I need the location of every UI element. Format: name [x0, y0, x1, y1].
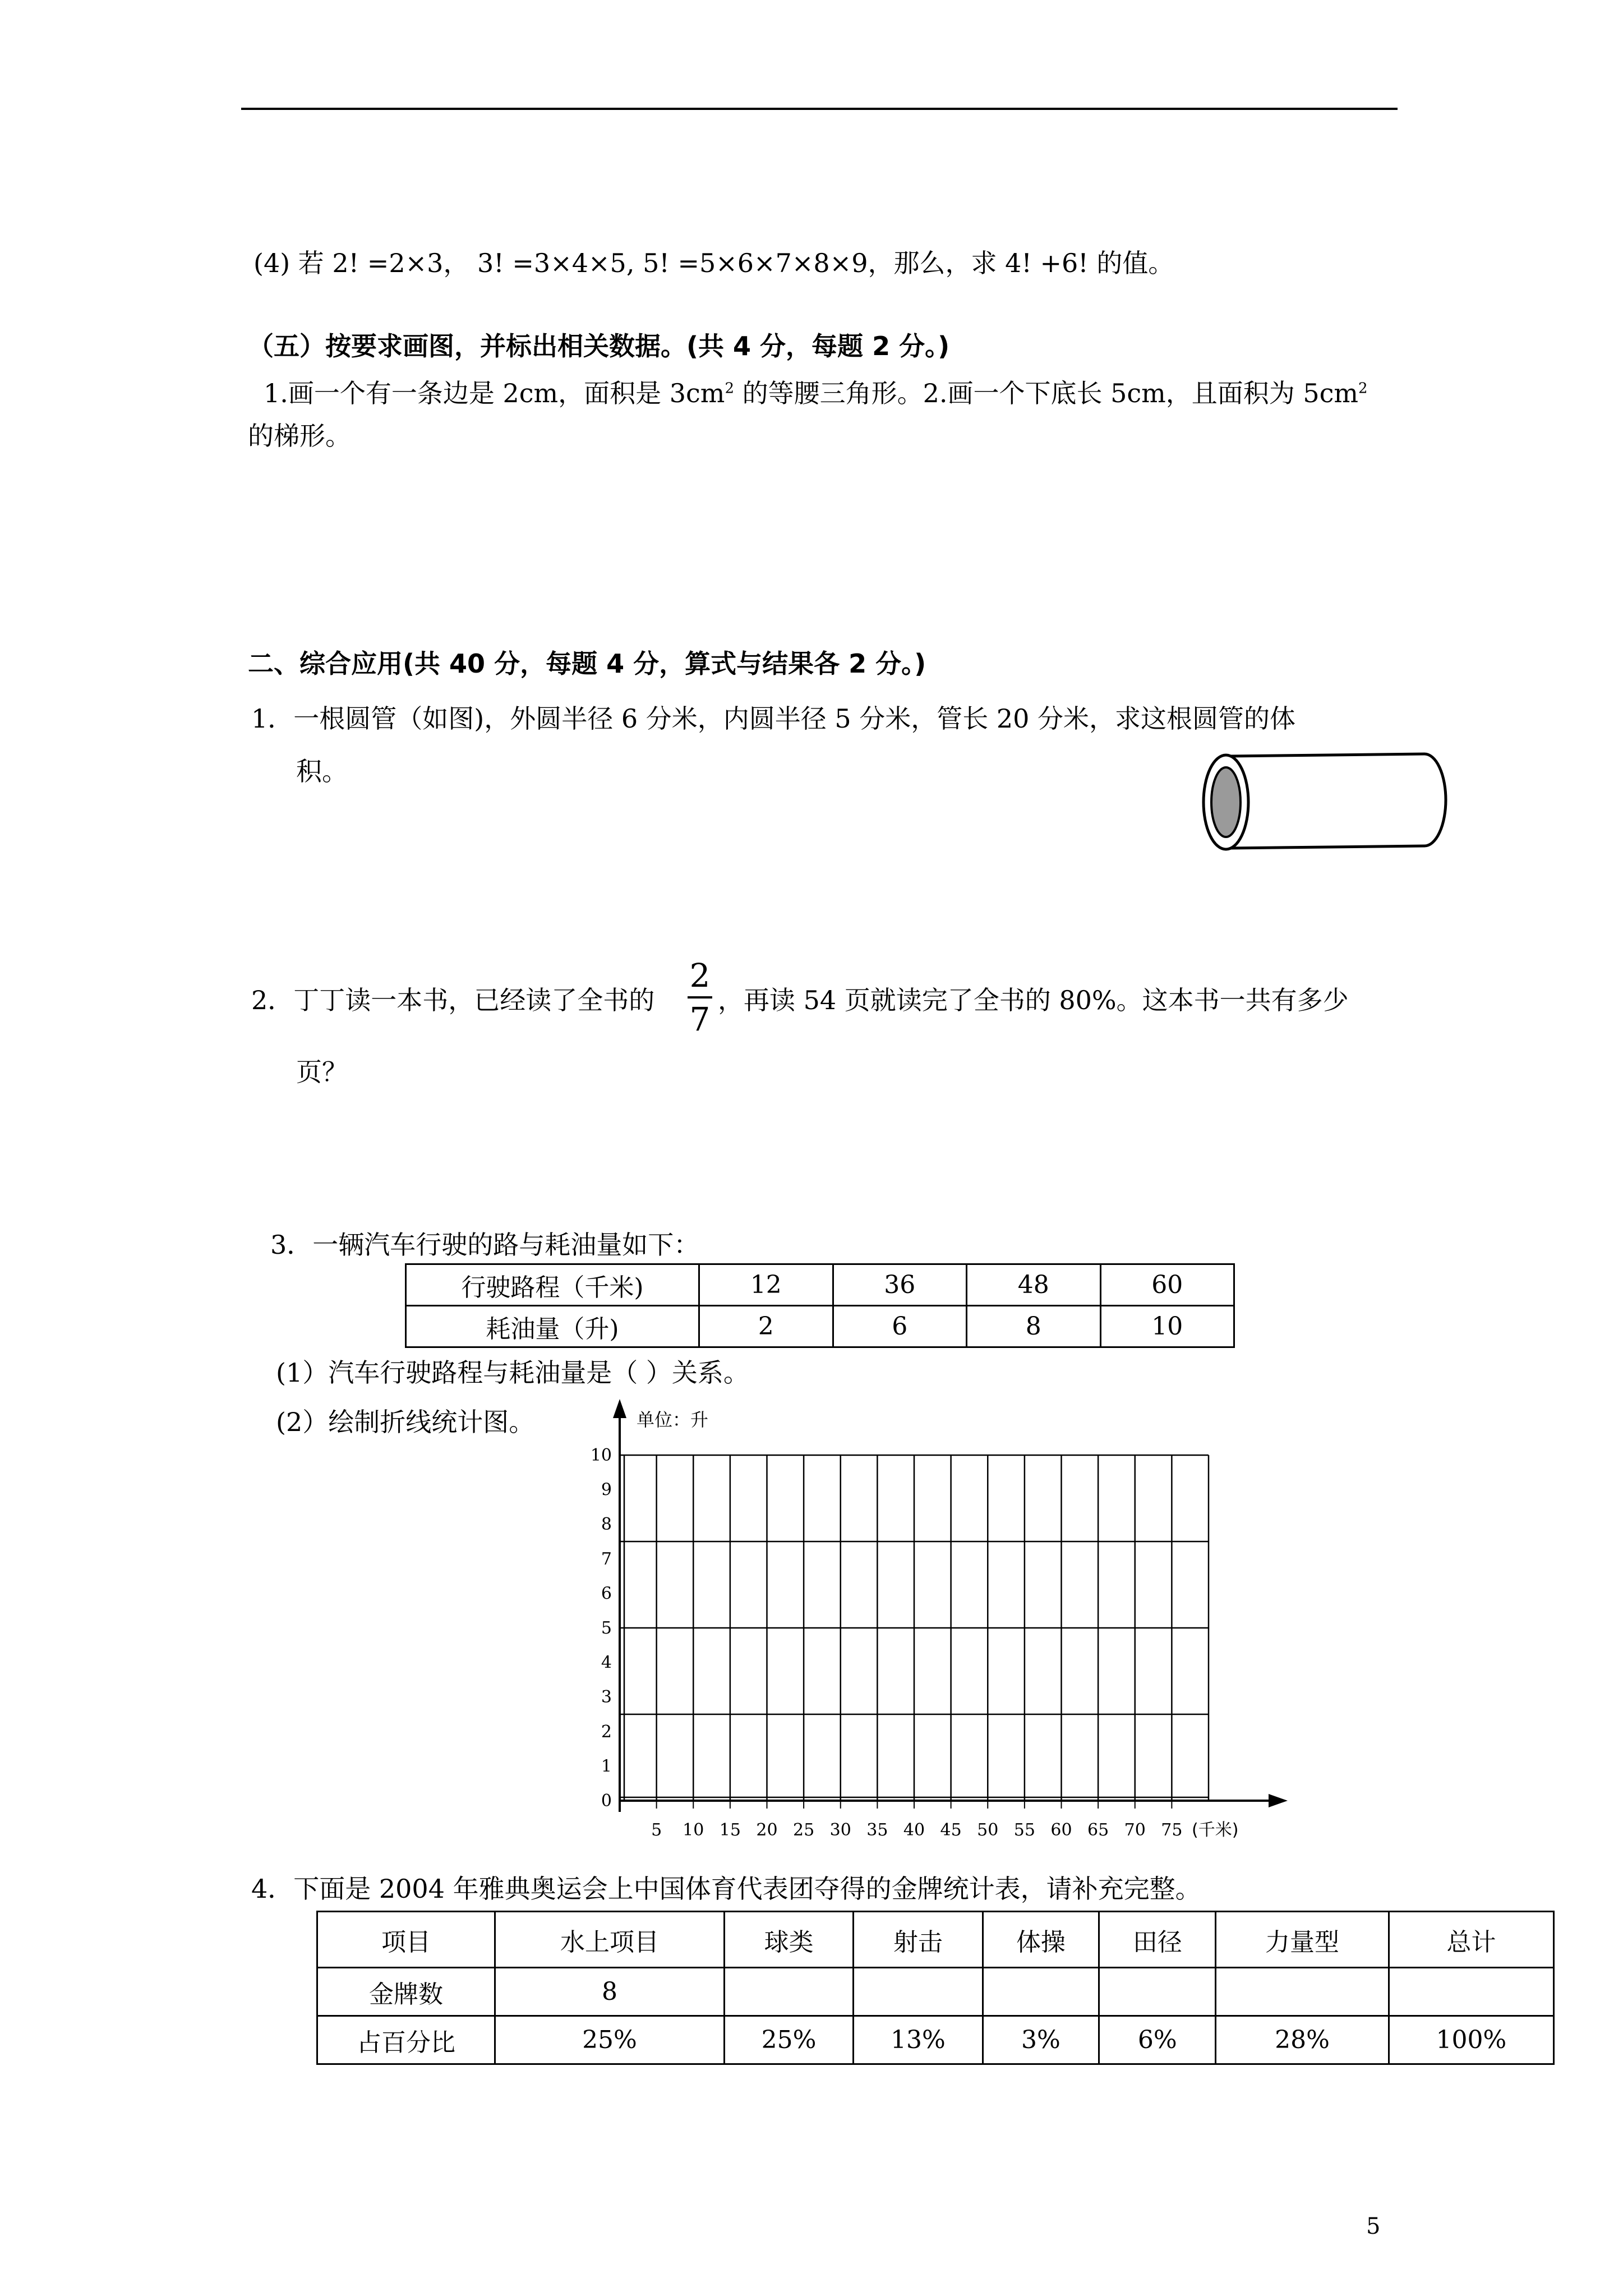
header-rule [241, 108, 1398, 110]
fuel-line-chart-grid [555, 1391, 1318, 1840]
table-cell: 力量型 [1216, 1912, 1389, 1968]
problem-3-title: 3．一辆汽车行驶的路与耗油量如下： [270, 1230, 700, 1260]
table-cell [1389, 1968, 1553, 2016]
problem-3-question-1: (1）汽车行驶路程与耗油量是（ ）关系。 [276, 1358, 749, 1388]
x-tick-label: 35 [866, 1820, 888, 1840]
x-tick-label: 15 [719, 1820, 741, 1840]
table-cell: 体操 [983, 1912, 1099, 1968]
table-cell [983, 1968, 1099, 2016]
fraction-denominator: 7 [689, 1000, 711, 1038]
y-tick-label: 1 [601, 1756, 612, 1777]
table-cell: 36 [833, 1264, 967, 1306]
x-tick-label: 65 [1087, 1820, 1109, 1840]
x-tick-label: 10 [683, 1820, 704, 1840]
x-tick-label: 30 [829, 1820, 851, 1840]
y-tick-label: 4 [601, 1653, 612, 1673]
problem-2-line-2: 页？ [296, 1057, 348, 1087]
fraction-numerator: 2 [689, 956, 711, 995]
y-tick-label: 3 [601, 1687, 612, 1708]
table-cell: 60 [1100, 1264, 1234, 1306]
x-tick-label: 60 [1050, 1820, 1072, 1840]
table-cell: 田径 [1099, 1912, 1216, 1968]
drawing-task-text-a: 1.画一个有一条边是 2cm，面积是 3cm [264, 378, 725, 408]
superscript: 2 [1358, 380, 1368, 397]
table-cell: 25% [495, 2016, 725, 2064]
table-cell: 25% [724, 2016, 853, 2064]
table-cell: 金牌数 [317, 1968, 495, 2016]
problem-1-line-1: 1．一根圆管（如图)，外圆半径 6 分米，内圆半径 5 分米，管长 20 分米，求这根圆管的体 [251, 703, 1296, 734]
x-tick-label: 55 [1013, 1820, 1035, 1840]
table-cell: 总计 [1389, 1912, 1553, 1968]
y-tick-label: 5 [601, 1618, 612, 1638]
y-tick-label: 2 [601, 1722, 612, 1742]
table-cell: 3% [983, 2016, 1099, 2064]
x-tick-label: 5 [651, 1820, 662, 1840]
pipe-body [1228, 754, 1446, 848]
x-tick-label: 50 [977, 1820, 999, 1840]
x-tick-label: 25 [793, 1820, 815, 1840]
question-4-factorial: (4) 若 2! =2×3， 3! =3×4×5, 5! =5×6×7×8×9，那么，求 4! +6! 的值。 [253, 248, 1174, 278]
fraction-two-sevenths [688, 956, 712, 1038]
table-cell: 6% [1099, 2016, 1216, 2064]
table-cell: 28% [1216, 2016, 1389, 2064]
table-cell [1216, 1968, 1389, 2016]
table-row [317, 2016, 1554, 2064]
table-cell: 13% [854, 2016, 983, 2064]
page-number: 5 [1366, 2214, 1381, 2239]
y-axis-arrow [613, 1399, 626, 1418]
table-row [317, 1912, 1554, 1968]
table-cell: 射击 [854, 1912, 983, 1968]
table-cell: 2 [699, 1306, 833, 1347]
section-5-line-1 [264, 380, 1368, 406]
y-tick-label: 9 [601, 1480, 612, 1500]
x-tick-label: 70 [1124, 1820, 1146, 1840]
table-cell [724, 1968, 853, 2016]
x-tick-label: 40 [903, 1820, 925, 1840]
x-tick-label: 45 [940, 1820, 962, 1840]
problem-1-line-2: 积。 [296, 756, 348, 786]
fraction-bar [688, 996, 712, 999]
table-cell: 行驶路程（千米) [406, 1264, 699, 1306]
table-cell: 12 [699, 1264, 833, 1306]
section-5-line-2: 的梯形。 [248, 421, 351, 451]
x-axis-unit-label: (千米) [1192, 1820, 1239, 1840]
problem-3-question-2: (2）绘制折线统计图。 [276, 1407, 535, 1437]
table-cell: 8 [967, 1306, 1101, 1347]
table-cell [1099, 1968, 1216, 2016]
drawing-task-text-b: 的等腰三角形。2.画一个下底长 5cm，且面积为 5cm [734, 378, 1359, 408]
x-tick-label: 20 [756, 1820, 778, 1840]
y-axis-unit-label: 单位：升 [637, 1409, 709, 1430]
pipe-illustration [1189, 746, 1458, 858]
table-cell: 10 [1100, 1306, 1234, 1347]
table-cell: 8 [495, 1968, 725, 2016]
y-tick-label: 6 [601, 1584, 612, 1604]
table-cell: 6 [833, 1306, 967, 1347]
table-row [317, 1968, 1554, 2016]
table-cell: 48 [967, 1264, 1101, 1306]
x-axis-arrow [1269, 1794, 1288, 1807]
table-cell: 球类 [724, 1912, 853, 1968]
gold-medal-table [316, 1911, 1555, 2065]
problem-2-text-b: ，再读 54 页就读完了全书的 80%。这本书一共有多少 [718, 985, 1349, 1015]
problem-4-title: 4．下面是 2004 年雅典奥运会上中国体育代表团夺得的金牌统计表，请补充完整。 [251, 1874, 1201, 1904]
y-tick-label: 8 [601, 1515, 612, 1535]
pipe-inner-hole [1211, 767, 1241, 837]
y-tick-label: 10 [590, 1446, 612, 1465]
table-row [406, 1306, 1234, 1347]
problem-2-text-a: 2．丁丁读一本书，已经读了全书的 [251, 985, 655, 1015]
x-tick-label: 75 [1161, 1820, 1183, 1840]
mileage-fuel-table [405, 1263, 1235, 1348]
table-cell: 100% [1389, 2016, 1553, 2064]
table-cell: 水上项目 [495, 1912, 725, 1968]
table-cell: 项目 [317, 1912, 495, 1968]
table-cell: 占百分比 [317, 2016, 495, 2064]
table-row [406, 1264, 1234, 1306]
y-tick-label: 0 [601, 1791, 612, 1811]
table-cell: 耗油量（升) [406, 1306, 699, 1347]
table-cell [854, 1968, 983, 2016]
section-5-heading: （五）按要求画图，并标出相关数据。(共 4 分，每题 2 分。) [248, 331, 950, 361]
section-2-heading: 二、综合应用(共 40 分，每题 4 分，算式与结果各 2 分。) [248, 648, 926, 679]
superscript: 2 [725, 380, 734, 397]
y-tick-label: 7 [601, 1549, 612, 1569]
